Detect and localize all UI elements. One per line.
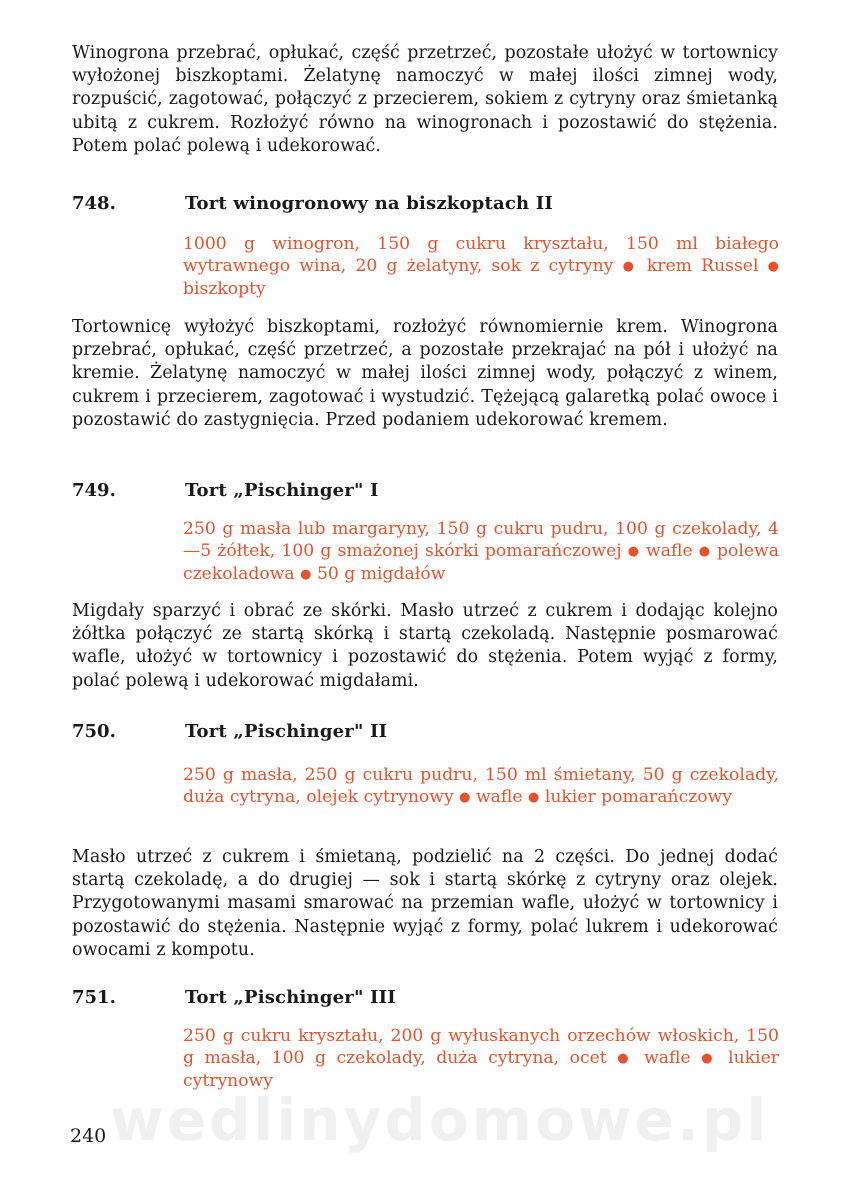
recipe-title: Tort „Pischinger" I [185,480,379,501]
bullet-icon: ● [701,1051,718,1067]
ingredient-group: krem Russel [646,256,759,277]
bullet-icon: ● [698,544,711,560]
bullet-icon: ● [528,790,540,806]
bullet-icon: ● [459,790,471,806]
ingredient-group: 250 g masła, 250 g cukru pudru, 150 ml śmietany, 50 g czekolady, duża cytryna, olejek cytrynowy [183,765,779,808]
ingredients-list [183,233,779,301]
recipe-title: Tort „Pischinger" II [185,721,388,742]
recipe-instructions: Migdały sparzyć i obrać ze skórki. Masło utrzeć z cukrem i dodając kolejno żółtka połączyć ze startą skórką i startą czekoladą. Następnie posmarować wafle, ułożyć w tortownicy i pozostawić do stężenia. Potem wyjąć z formy, polać polewą i udekorować migdałami. [72,601,778,691]
recipe-title: Tort winogronowy na biszkoptach II [185,193,554,214]
bullet-icon: ● [622,259,638,275]
bullet-icon: ● [767,259,779,275]
ingredients-list [183,764,779,809]
ingredient-group: 50 g migdałów [316,564,446,585]
ingredients-list [183,1025,779,1093]
ingredient-group: wafle [646,541,693,562]
recipe-number: 749. [72,480,116,501]
ingredient-group: wafle [644,1048,691,1069]
recipe-title: Tort „Pischinger" III [185,987,396,1008]
watermark: wedlinydomowe.pl [110,1086,770,1154]
ingredients-list [183,518,779,587]
recipe-instructions: Tortownicę wyłożyć biszkoptami, rozłożyć równomiernie krem. Winogrona przebrać, opłukać, część przetrzeć, a pozostałe przekrajać na pół i ułożyć na kremie. Żelatynę namoczyć w małej ilości zimnej wody, połączyć z winem, cukrem i przecierem, zagotować i wystudzić. Tężejącą galaretką polać owoce i pozostawić do zastygnięcia. Przed podaniem udekorować kremem. [72,317,778,430]
bullet-icon: ● [627,544,640,560]
bullet-icon: ● [617,1051,634,1067]
recipe-number: 750. [72,721,116,742]
intro-paragraph: Winogrona przebrać, opłukać, część przetrzeć, pozostałe ułożyć w tortownicy wyłożonej biszkoptami. Żelatynę namoczyć w małej ilości zimnej wody, rozpuścić, zagotować, połączyć z przecierem, sokiem z cytryny oraz śmietanką ubitą z cukrem. Rozłożyć równo na winogronach i pozostawić do stężenia. Potem polać polewą i udekorować. [72,43,778,156]
ingredient-group: lukier pomarańczowy [544,787,733,808]
bullet-icon: ● [300,567,312,583]
page-number: 240 [70,1125,107,1147]
recipe-number: 748. [72,193,116,214]
recipe-number: 751. [72,987,116,1008]
recipe-instructions: Masło utrzeć z cukrem i śmietaną, podzielić na 2 części. Do jednej dodać startą czekoladę, a do drugiej — sok i startą skórkę z cytryny oraz olejek. Przygotowanymi masami smarować na przemian wafle, ułożyć w tortownicy i pozostawić do stężenia. Następnie wyjąć z formy, polać lukrem i udekorować owocami z kompotu. [72,847,778,960]
ingredient-group: wafle [475,787,523,808]
ingredient-group: polewa czekoladowa [183,541,780,585]
ingredient-group: 250 g cukru kryształu, 200 g wyłuskanych orzechów włoskich, 150 g masła, 100 g czekolady, duża cytryna, ocet [183,1026,779,1069]
ingredient-group: 1000 g winogron, 150 g cukru kryształu, 150 ml białego wytrawnego wina, 20 g żelatyny, sok z cytryny [183,234,779,277]
ingredient-group: 250 g masła lub margaryny, 150 g cukru pudru, 100 g czekolady, 4—5 żółtek, 100 g smażonej skórki pomarańczowej [183,519,779,562]
ingredient-group: lukier cytrynowy [183,1048,779,1092]
ingredient-group: biszkopty [183,279,266,300]
